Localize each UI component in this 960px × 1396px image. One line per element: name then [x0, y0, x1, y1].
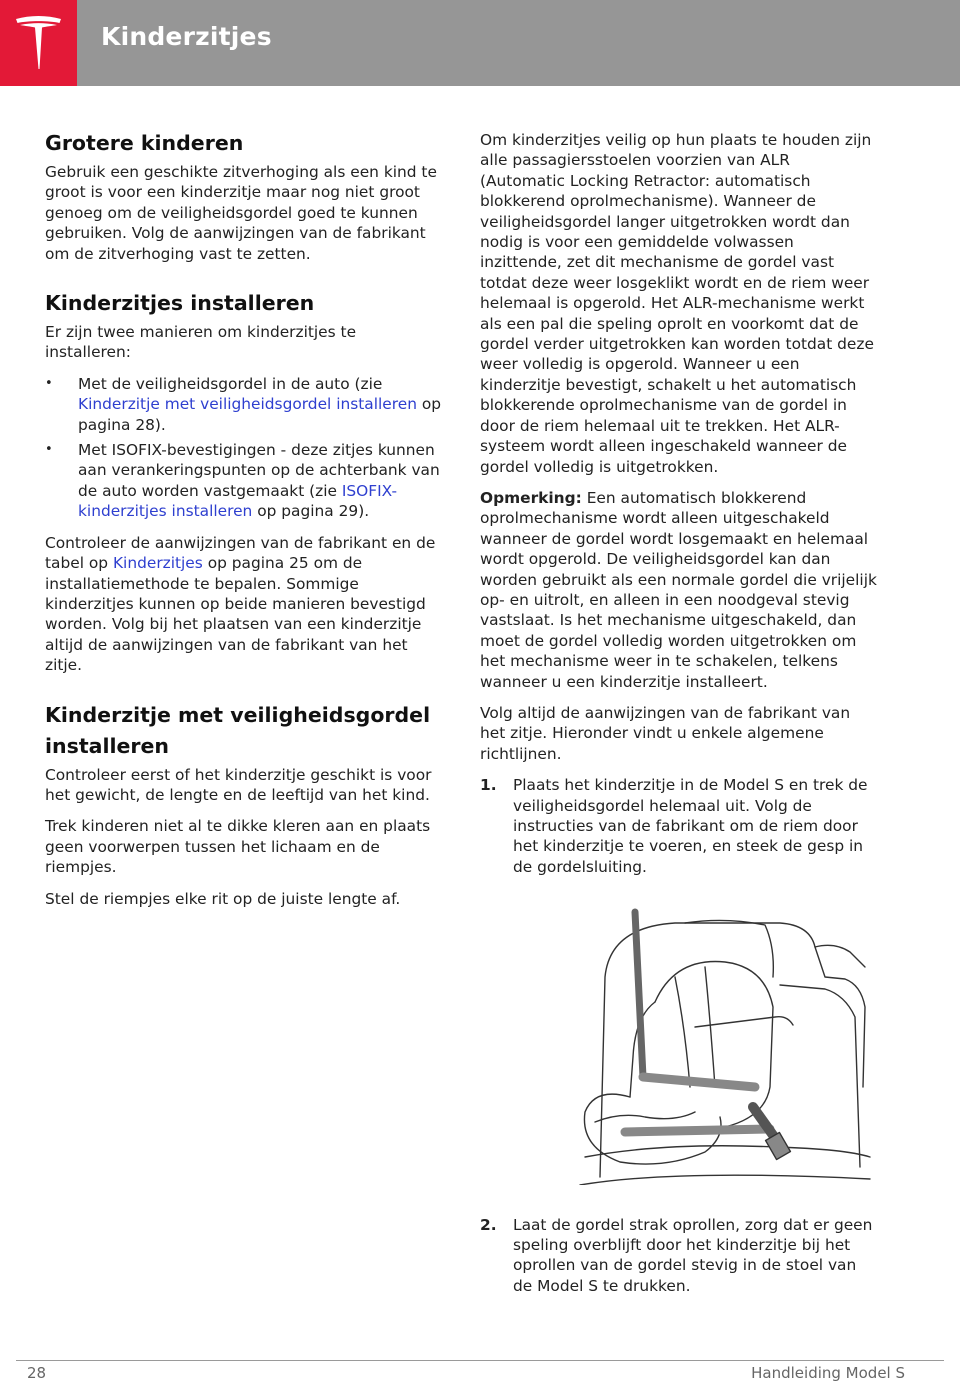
- step-1: [480, 775, 878, 877]
- heading-kinderzitjes-installeren: Kinderzitjes installeren: [45, 291, 315, 316]
- left-column: [45, 128, 443, 920]
- paragraph-alr: Om kinderzitjes veilig op hun plaats te houden zijn alle passagiersstoelen voorzien van ALR (Automatic Locking Retractor: automatisch blokkerend oprolmechanisme). Wanneer de veiligheidsgordel langer uitgetrokken wordt dan nodig is voor een gemiddelde volwassen inzittende, zet dit mechanisme de gordel vast totdat deze weer losgeklikt wordt en de riem weer helemaal is opgerold. Het ALR-mechanisme werkt als een pal die speling oprolt en voorkomt dat de gordel verder uitgetrokken kan worden totdat deze weer volledig is opgerold. Wanneer u een kinderzitje bevestigt, schakelt u het automatisch blokkerende oprolmechanisme van de gordel in door de riem helemaal uit te trekken. Het ALR-systeem wordt alleen ingeschakeld wanneer de gordel volledig is uitgetrokken.: [480, 131, 874, 476]
- page-title: Kinderzitjes: [101, 22, 272, 51]
- link-isofix[interactable]: ISOFIX-kinderzitjes installeren: [78, 481, 398, 521]
- steps-list-continued: [480, 1215, 878, 1297]
- page-number: 28: [27, 1364, 47, 1382]
- brand-logo: [0, 0, 77, 86]
- installation-methods-list: [45, 374, 443, 522]
- tesla-logo-icon: [13, 14, 64, 72]
- step-text: Plaats het kinderzitje in de Model S en trek de veiligheidsgordel helemaal uit. Volg de instructies van de fabrikant om de riem door het kinderzitje te voeren, en steek de gesp in de gordelsluiting.: [513, 776, 868, 876]
- link-kinderzitjes[interactable]: Kinderzitjes: [112, 554, 203, 573]
- paragraph-richtlijnen: Volg altijd de aanwijzingen van de fabrikant van het zitje. Hieronder vindt u enkele algemene richtlijnen.: [480, 703, 851, 763]
- note: Opmerking: Een automatisch blokkerend oprolmechanisme wordt alleen uitgeschakeld wanneer de gordel wordt losgemaakt en helemaal wordt opgerold. De veiligheidsgordel kan dan worden gebruikt als een normale gordel die vrijelijk op- en uitrolt, en alleen in een noodgeval stevig vastslaat. Is het mechanisme uitgeschakeld, dan moet de gordel volledig worden uitgetrokken om het mechanisme weer in te schakelen, telkens wanneer u een kinderzitje installeert.: [480, 488, 877, 691]
- paragraph-controleer-eerst: Controleer eerst of het kinderzitje geschikt is voor het gewicht, de lengte en de leeftijd van het kind.: [45, 765, 432, 804]
- step-2: [480, 1215, 878, 1297]
- note-label: Opmerking:: [480, 488, 582, 507]
- paragraph-controleer-fabrikant: Controleer de aanwijzingen van de fabrikant en de tabel op Kinderzitjes op pagina 25 om de installatiemethode te bepalen. Sommige kinderzitjes kunnen op beide manieren bevestigd worden. Volg bij het plaatsen van een kinderzitje altijd de aanwijzingen van de fabrikant van het zitje.: [45, 533, 436, 675]
- paragraph-kleren: Trek kinderen niet al te dikke kleren aan en plaats geen voorwerpen tussen het lichaam en de riempjes.: [45, 817, 431, 877]
- list-item: • Met ISOFIX-bevestigingen - deze zitjes kunnen aan verankeringspunten op de achterbank van de auto worden vastgemaakt (zie ISOFIX-kinderzitjes installeren op pagina 29).: [45, 441, 440, 521]
- child-seat-illustration: [525, 907, 873, 1185]
- bullet-icon: •: [45, 442, 53, 458]
- manual-name: Handleiding Model S: [751, 1364, 905, 1382]
- heading-kinderzitje-gordel: Kinderzitje met veiligheidsgordel installeren: [45, 702, 431, 758]
- steps-list: [480, 775, 878, 877]
- step-text: Laat de gordel strak oprollen, zorg dat er geen speling overblijft door het kinderzitje bij het oprollen van de gordel stevig in de stoel van de Model S te drukken.: [513, 1215, 873, 1295]
- paragraph-zitverhoging: Gebruik een geschikte zitverhoging als een kind te groot is voor een kinderzitje maar nog niet groot genoeg om de veiligheidsgordel goed te kunnen gebruiken. Volg de aanwijzingen van de fabrikant om de zitverhoging vast te zetten.: [45, 163, 437, 263]
- paragraph-twee-manieren: Er zijn twee manieren om kinderzitjes te installeren:: [45, 323, 357, 362]
- right-column: [480, 130, 878, 1306]
- step-number: 1.: [480, 776, 497, 795]
- paragraph-riempjes: Stel de riempjes elke rit op de juiste lengte af.: [45, 889, 401, 908]
- header-bar: [0, 0, 960, 86]
- footer-divider: [16, 1360, 944, 1361]
- bullet-icon: •: [45, 375, 53, 391]
- heading-grotere-kinderen: Grotere kinderen: [45, 131, 244, 155]
- list-item: • Met de veiligheidsgordel in de auto (zie Kinderzitje met veiligheidsgordel installeren op pagina 28).: [45, 374, 442, 434]
- step-number: 2.: [480, 1215, 497, 1234]
- link-veiligheidsgordel[interactable]: Kinderzitje met veiligheidsgordel installeren: [78, 395, 417, 414]
